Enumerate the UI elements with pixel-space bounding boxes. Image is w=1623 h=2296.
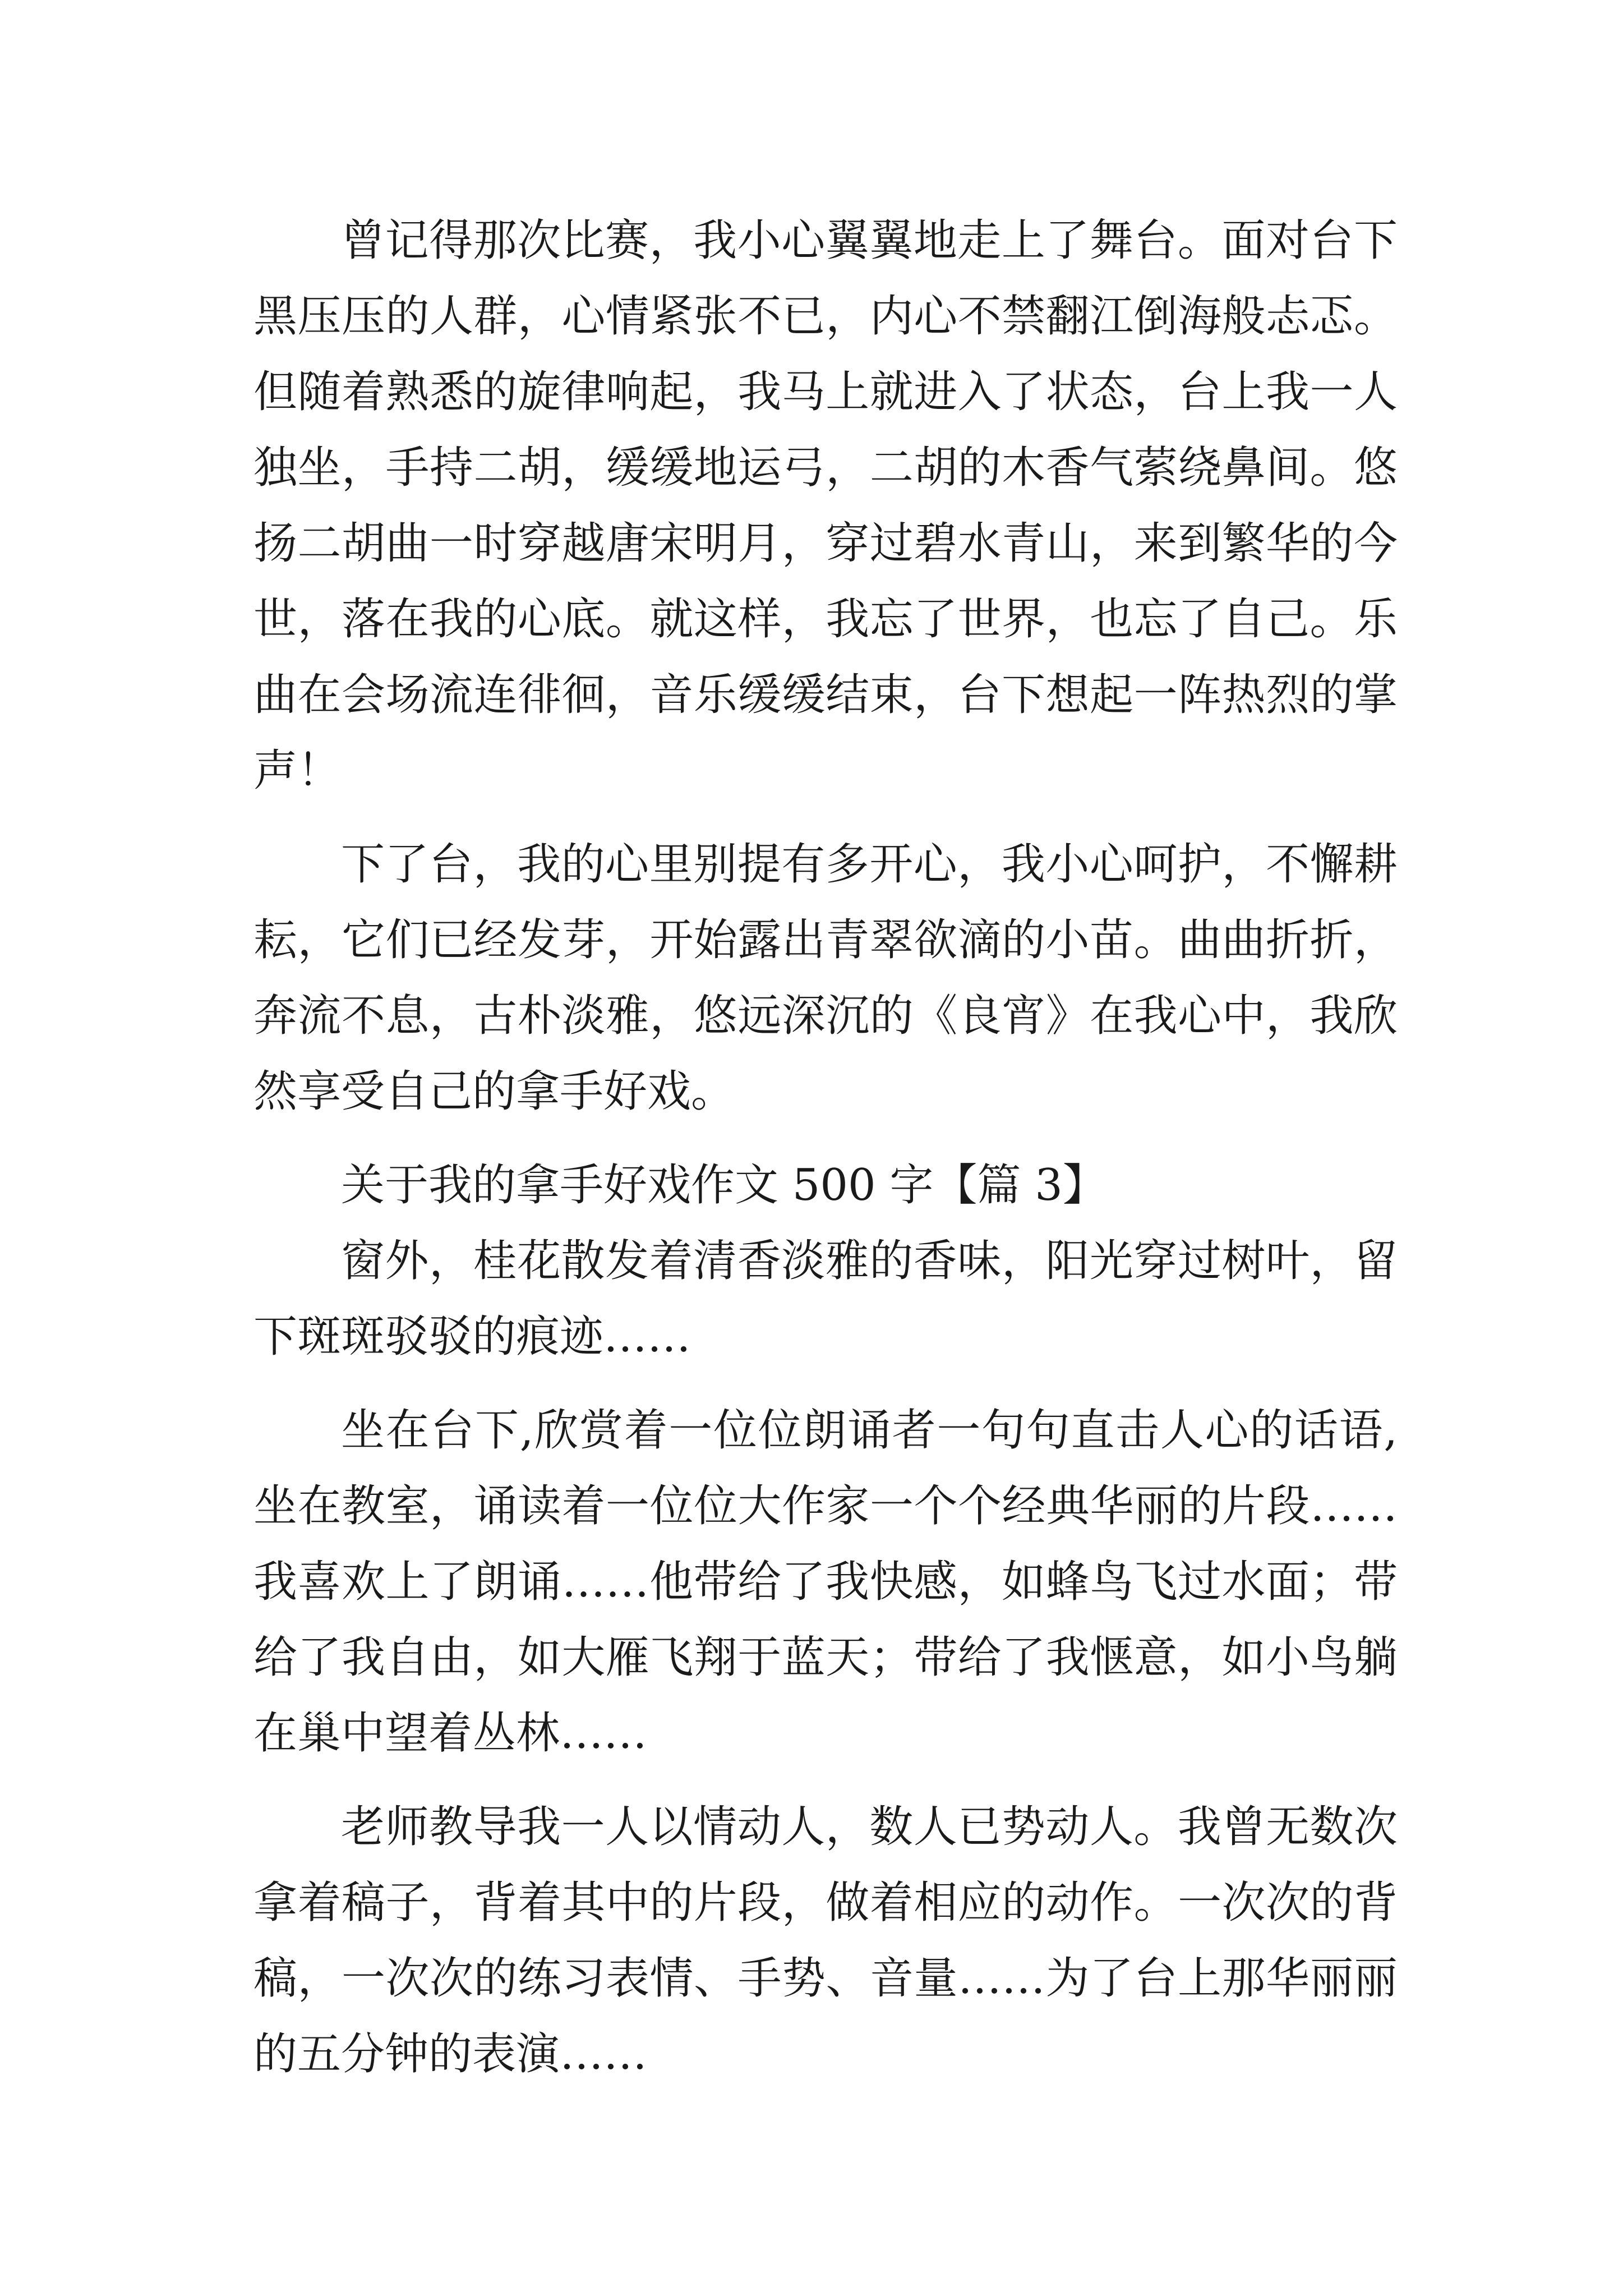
article-body — [253, 203, 1398, 2110]
section-heading: 关于我的拿手好戏作文 500 字【篇 3】 — [341, 1160, 1106, 1211]
paragraph-recitation: 坐在台下,欣赏着一位位朗诵者一句句直击人心的话语,坐在教室，诵读着一位位大作家一个个经典华丽的片段……我喜欢上了朗诵……他带给了我快感，如蜂鸟飞过水面；带给了我自由，如大雁飞翔于蓝天；带给了我惬意，如小鸟躺在巢中望着丛林…… — [253, 1405, 1398, 1759]
paragraph-teacher: 老师教导我一人以情动人，数人已势动人。我曾无数次拿着稿子，背着其中的片段，做着相应的动作。一次次的背稿，一次次的练习表情、手势、音量……为了台上那华丽丽的五分钟的表演…… — [253, 1802, 1398, 2079]
paragraph-window: 窗外，桂花散发着清香淡雅的香味，阳光穿过树叶，留下斑斑驳驳的痕迹…… — [253, 1236, 1398, 1362]
paragraph-competition: 曾记得那次比赛，我小心翼翼地走上了舞台。面对台下黑压压的人群，心情紧张不已，内心不禁翻江倒海般忐忑。但随着熟悉的旋律响起，我马上就进入了状态，台上我一人独坐，手持二胡，缓缓地运弓，二胡的木香气萦绕鼻间。悠扬二胡曲一时穿越唐宋明月，穿过碧水青山，来到繁华的今世，落在我的心底。就这样，我忘了世界，也忘了自己。乐曲在会场流连徘徊，音乐缓缓结束，台下想起一阵热烈的掌声！ — [253, 215, 1398, 796]
paragraph-after-stage: 下了台，我的心里别提有多开心，我小心呵护，不懈耕耘，它们已经发芽，开始露出青翠欲滴的小苗。曲曲折折，奔流不息，古朴淡雅，悠远深沉的《良宵》在我心中，我欣然享受自己的拿手好戏。 — [253, 839, 1398, 1117]
